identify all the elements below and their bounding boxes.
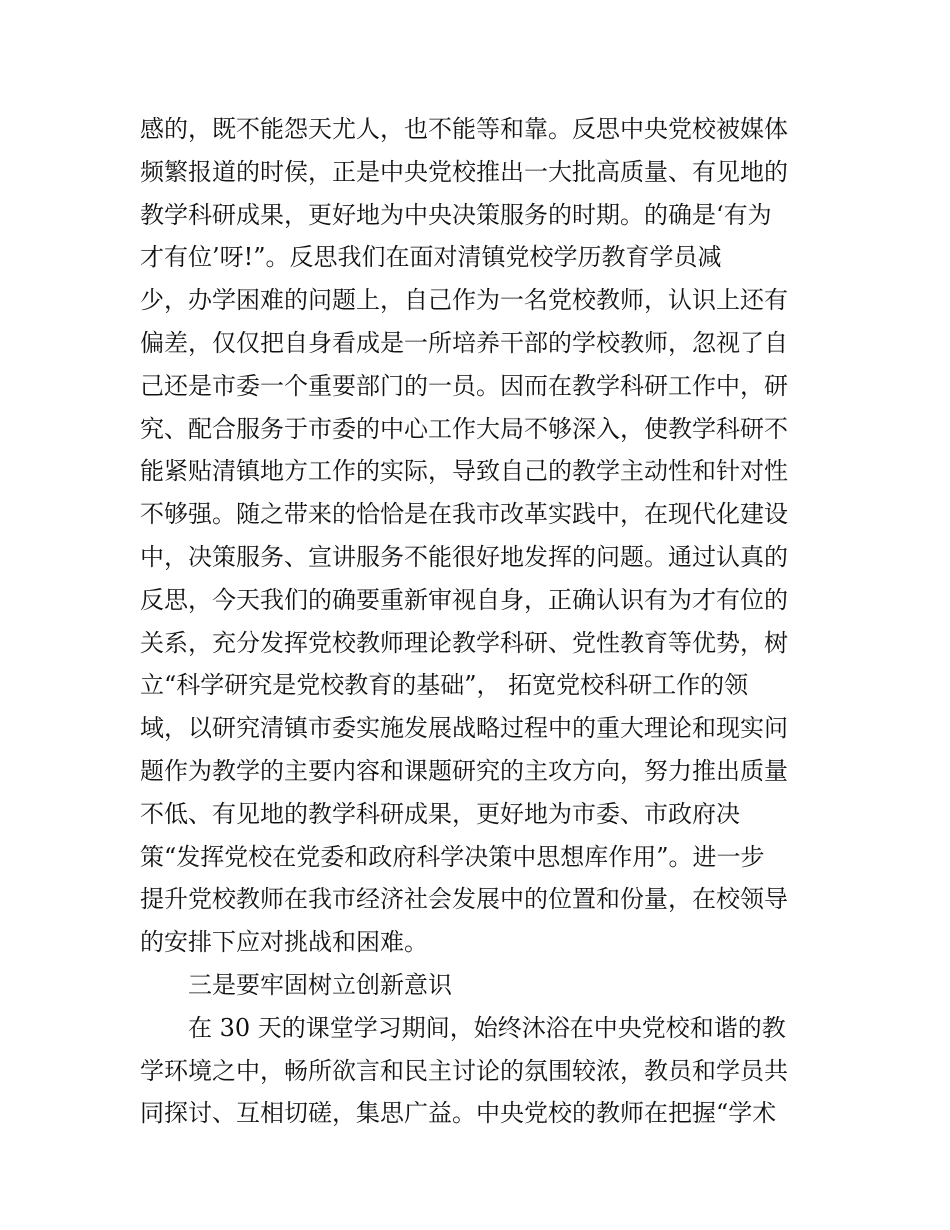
paragraph-line: 中，决策服务、宣讲服务不能很好地发挥的问题。通过认真的 bbox=[140, 542, 788, 571]
paragraph-line: 感的，既不能怨天尤人，也不能等和靠。反思中央党校被媒体 bbox=[140, 115, 788, 143]
paragraph-line: 域，以研究清镇市委实施发展战略过程中的重大理论和现实问 bbox=[140, 714, 788, 743]
paragraph-line: 能紧贴清镇地方工作的实际，导致自己的教学主动性和针对性 bbox=[140, 457, 788, 486]
paragraph-line: 不够强。随之带来的恰恰是在我市改革实践中，在现代化建设 bbox=[140, 500, 788, 529]
paragraph-line: 关系，充分发挥党校教师理论教学科研、党性教育等优势，树 bbox=[140, 628, 788, 657]
paragraph-line: 偏差，仅仅把自身看成是一所培养干部的学校教师，忽视了自 bbox=[140, 328, 788, 357]
paragraph-line: 题作为教学的主要内容和课题研究的主攻方向，努力推出质量 bbox=[140, 756, 788, 785]
paragraph-line: 不低、有见地的教学科研成果，更好地为市委、市政府决 bbox=[140, 799, 740, 828]
paragraph-line: 己还是市委一个重要部门的一员。因而在教学科研工作中，研 bbox=[140, 371, 788, 400]
paragraph-line: 在 30 天的课堂学习期间，始终沐浴在中央党校和谐的教 bbox=[188, 1013, 786, 1042]
paragraph-line: 究、配合服务于市委的中心工作大局不够深入，使教学科研不 bbox=[140, 414, 788, 443]
paragraph-line: 才有位’呀!”。反思我们在面对清镇党校学历教育学员减 bbox=[140, 243, 722, 272]
paragraph-line: 少，办学困难的问题上，自己作为一名党校教师，认识上还有 bbox=[140, 286, 788, 315]
paragraph-line: 策“发挥党校在党委和政府科学决策中思想库作用”。进一步 bbox=[140, 842, 765, 871]
paragraph-line: 教学科研成果，更好地为中央决策服务的时期。的确是‘有为 bbox=[140, 200, 772, 229]
paragraph-line: 学环境之中，畅所欲言和民主讨论的氛围较浓，教员和学员共 bbox=[140, 1056, 788, 1085]
document-body bbox=[140, 108, 820, 1135]
paragraph-line: 同探讨、互相切磋，集思广益。中央党校的教师在把握“学术 bbox=[140, 1099, 777, 1128]
paragraph-line: 频繁报道的时侯，正是中央党校推出一大批高质量、有见地的 bbox=[140, 157, 788, 186]
section-heading: 三是要牢固树立创新意识 bbox=[188, 970, 452, 999]
paragraph-line: 提升党校教师在我市经济社会发展中的位置和份量，在校领导 bbox=[140, 885, 788, 914]
paragraph-line: 反思，今天我们的确要重新审视自身，正确认识有为才有位的 bbox=[140, 585, 788, 614]
paragraph-line: 立“科学研究是党校教育的基础”， 拓宽党校科研工作的领 bbox=[140, 671, 749, 700]
paragraph-line: 的安排下应对挑战和困难。 bbox=[140, 928, 428, 957]
